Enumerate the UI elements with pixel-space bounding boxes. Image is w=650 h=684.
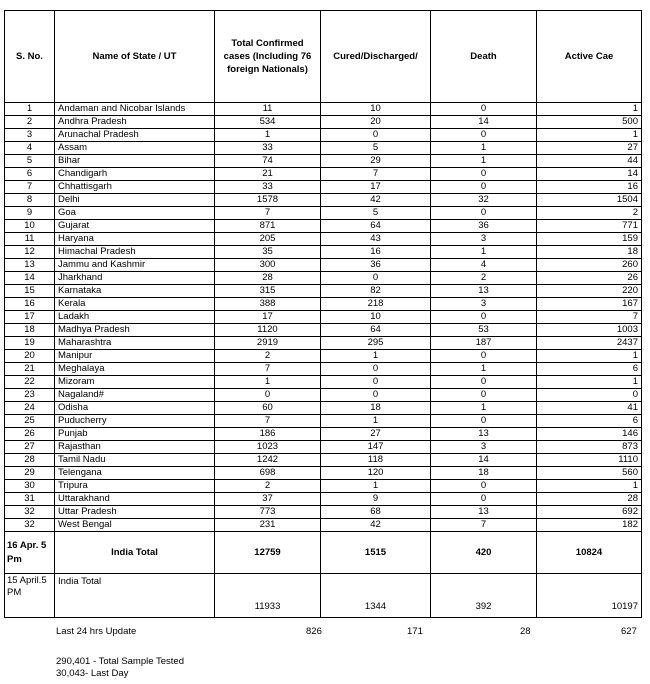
row-death: 3 — [431, 233, 537, 246]
row-state-name: Goa — [55, 207, 215, 220]
row-death: 1 — [431, 142, 537, 155]
table-row — [5, 441, 642, 454]
row-confirmed: 2 — [215, 480, 321, 493]
row-state-name: Assam — [55, 142, 215, 155]
row-death: 36 — [431, 220, 537, 233]
row-death: 0 — [431, 311, 537, 324]
previous-confirmed: 11933 — [215, 574, 321, 618]
previous-death: 392 — [431, 574, 537, 618]
row-sno: 11 — [5, 233, 55, 246]
row-active: 220 — [537, 285, 642, 298]
row-sno: 2 — [5, 116, 55, 129]
row-state-name: West Bengal — [55, 519, 215, 532]
row-sno: 18 — [5, 324, 55, 337]
table-row — [5, 415, 642, 428]
note-total-tested: 290,401 - Total Sample Tested — [56, 656, 184, 667]
row-sno: 23 — [5, 389, 55, 402]
row-active: 1 — [537, 480, 642, 493]
row-active: 2437 — [537, 337, 642, 350]
row-sno: 10 — [5, 220, 55, 233]
row-cured: 295 — [321, 337, 431, 350]
row-cured: 82 — [321, 285, 431, 298]
row-active: 692 — [537, 506, 642, 519]
header-row — [5, 11, 642, 103]
previous-cured: 1344 — [321, 574, 431, 618]
row-confirmed: 7 — [215, 363, 321, 376]
row-state-name: Mizoram — [55, 376, 215, 389]
row-active: 44 — [537, 155, 642, 168]
state-cases-table — [4, 10, 642, 618]
table-row — [5, 480, 642, 493]
row-confirmed: 74 — [215, 155, 321, 168]
row-confirmed: 21 — [215, 168, 321, 181]
row-state-name: Chhattisgarh — [55, 181, 215, 194]
row-cured: 16 — [321, 246, 431, 259]
row-confirmed: 28 — [215, 272, 321, 285]
row-cured: 68 — [321, 506, 431, 519]
row-sno: 22 — [5, 376, 55, 389]
total-active: 10824 — [537, 532, 642, 574]
row-cured: 147 — [321, 441, 431, 454]
row-active: 1 — [537, 103, 642, 116]
row-sno: 5 — [5, 155, 55, 168]
row-confirmed: 7 — [215, 207, 321, 220]
row-death: 0 — [431, 480, 537, 493]
row-death: 0 — [431, 350, 537, 363]
row-cured: 0 — [321, 376, 431, 389]
row-sno: 1 — [5, 103, 55, 116]
row-confirmed: 33 — [215, 181, 321, 194]
row-confirmed: 2 — [215, 350, 321, 363]
row-cured: 64 — [321, 324, 431, 337]
update-active: 627 — [621, 626, 637, 637]
total-cured: 1515 — [321, 532, 431, 574]
row-death: 3 — [431, 441, 537, 454]
row-death: 13 — [431, 285, 537, 298]
row-confirmed: 1242 — [215, 454, 321, 467]
table-row — [5, 337, 642, 350]
row-state-name: Andhra Pradesh — [55, 116, 215, 129]
total-death: 420 — [431, 532, 537, 574]
table-row — [5, 506, 642, 519]
row-sno: 12 — [5, 246, 55, 259]
previous-date: 15 April.5 PM — [5, 574, 55, 618]
row-active: 7 — [537, 311, 642, 324]
table-row — [5, 324, 642, 337]
row-active: 182 — [537, 519, 642, 532]
row-confirmed: 315 — [215, 285, 321, 298]
row-active: 0 — [537, 389, 642, 402]
total-date: 16 Apr. 5 Pm — [5, 532, 55, 574]
row-cured: 1 — [321, 415, 431, 428]
header-cured: Cured/Discharged/ — [321, 11, 431, 103]
row-sno: 32 — [5, 506, 55, 519]
row-active: 6 — [537, 363, 642, 376]
row-confirmed: 773 — [215, 506, 321, 519]
row-state-name: Himachal Pradesh — [55, 246, 215, 259]
row-active: 1110 — [537, 454, 642, 467]
row-cured: 0 — [321, 363, 431, 376]
table-row — [5, 181, 642, 194]
row-death: 0 — [431, 181, 537, 194]
table-row — [5, 103, 642, 116]
row-death: 0 — [431, 415, 537, 428]
total-label: India Total — [55, 532, 215, 574]
row-active: 2 — [537, 207, 642, 220]
table-row — [5, 129, 642, 142]
row-active: 146 — [537, 428, 642, 441]
row-cured: 0 — [321, 272, 431, 285]
row-death: 18 — [431, 467, 537, 480]
row-state-name: Tamil Nadu — [55, 454, 215, 467]
row-state-name: Ladakh — [55, 311, 215, 324]
header-confirmed: Total Confirmed cases (Including 76 foreign Nationals) — [215, 11, 321, 103]
table-row — [5, 389, 642, 402]
row-cured: 218 — [321, 298, 431, 311]
row-state-name: Nagaland# — [55, 389, 215, 402]
india-total-row — [5, 532, 642, 574]
row-active: 18 — [537, 246, 642, 259]
row-death: 14 — [431, 116, 537, 129]
row-active: 771 — [537, 220, 642, 233]
table-row — [5, 350, 642, 363]
row-death: 2 — [431, 272, 537, 285]
table-row — [5, 493, 642, 506]
row-death: 7 — [431, 519, 537, 532]
table-row — [5, 519, 642, 532]
table-row — [5, 194, 642, 207]
row-cured: 1 — [321, 480, 431, 493]
previous-total-row — [5, 574, 642, 618]
total-confirmed: 12759 — [215, 532, 321, 574]
row-state-name: Rajasthan — [55, 441, 215, 454]
previous-label: India Total — [55, 574, 215, 618]
row-state-name: Karnataka — [55, 285, 215, 298]
row-cured: 9 — [321, 493, 431, 506]
row-confirmed: 37 — [215, 493, 321, 506]
row-confirmed: 0 — [215, 389, 321, 402]
row-sno: 15 — [5, 285, 55, 298]
row-state-name: Maharashtra — [55, 337, 215, 350]
row-state-name: Kerala — [55, 298, 215, 311]
row-death: 13 — [431, 428, 537, 441]
row-active: 41 — [537, 402, 642, 415]
row-confirmed: 1120 — [215, 324, 321, 337]
row-active: 1 — [537, 376, 642, 389]
row-confirmed: 1 — [215, 129, 321, 142]
row-state-name: Bihar — [55, 155, 215, 168]
row-state-name: Punjab — [55, 428, 215, 441]
update-label: Last 24 hrs Update — [56, 626, 137, 637]
row-active: 167 — [537, 298, 642, 311]
row-active: 16 — [537, 181, 642, 194]
row-state-name: Manipur — [55, 350, 215, 363]
previous-active: 10197 — [537, 574, 642, 618]
table-row — [5, 454, 642, 467]
row-death: 1 — [431, 246, 537, 259]
table-body — [5, 103, 642, 532]
row-cured: 17 — [321, 181, 431, 194]
row-sno: 13 — [5, 259, 55, 272]
header-active: Active Cae — [537, 11, 642, 103]
row-active: 500 — [537, 116, 642, 129]
row-sno: 7 — [5, 181, 55, 194]
row-sno: 17 — [5, 311, 55, 324]
row-death: 13 — [431, 506, 537, 519]
table-row — [5, 207, 642, 220]
row-sno: 16 — [5, 298, 55, 311]
row-death: 1 — [431, 402, 537, 415]
row-active: 560 — [537, 467, 642, 480]
row-cured: 0 — [321, 129, 431, 142]
row-sno: 26 — [5, 428, 55, 441]
table-row — [5, 220, 642, 233]
row-death: 0 — [431, 129, 537, 142]
row-cured: 1 — [321, 350, 431, 363]
row-state-name: Meghalaya — [55, 363, 215, 376]
row-confirmed: 534 — [215, 116, 321, 129]
row-death: 32 — [431, 194, 537, 207]
row-sno: 25 — [5, 415, 55, 428]
row-active: 260 — [537, 259, 642, 272]
table-row — [5, 298, 642, 311]
header-death: Death — [431, 11, 537, 103]
row-death: 53 — [431, 324, 537, 337]
header-state-name: Name of State / UT — [55, 11, 215, 103]
row-sno: 3 — [5, 129, 55, 142]
row-confirmed: 1 — [215, 376, 321, 389]
row-sno: 6 — [5, 168, 55, 181]
row-cured: 10 — [321, 103, 431, 116]
row-death: 14 — [431, 454, 537, 467]
row-sno: 30 — [5, 480, 55, 493]
row-sno: 29 — [5, 467, 55, 480]
row-sno: 4 — [5, 142, 55, 155]
row-confirmed: 698 — [215, 467, 321, 480]
row-sno: 24 — [5, 402, 55, 415]
covid-state-table-sheet — [4, 10, 641, 618]
table-row — [5, 467, 642, 480]
row-state-name: Haryana — [55, 233, 215, 246]
row-sno: 14 — [5, 272, 55, 285]
row-state-name: Puducherry — [55, 415, 215, 428]
row-death: 4 — [431, 259, 537, 272]
row-death: 0 — [431, 389, 537, 402]
row-cured: 29 — [321, 155, 431, 168]
row-cured: 10 — [321, 311, 431, 324]
row-cured: 120 — [321, 467, 431, 480]
row-sno: 9 — [5, 207, 55, 220]
row-sno: 32 — [5, 519, 55, 532]
row-state-name: Odisha — [55, 402, 215, 415]
table-row — [5, 246, 642, 259]
table-row — [5, 285, 642, 298]
row-cured: 20 — [321, 116, 431, 129]
row-state-name: Jharkhand — [55, 272, 215, 285]
row-cured: 0 — [321, 389, 431, 402]
row-confirmed: 388 — [215, 298, 321, 311]
row-confirmed: 300 — [215, 259, 321, 272]
row-state-name: Andaman and Nicobar Islands — [55, 103, 215, 116]
row-cured: 43 — [321, 233, 431, 246]
row-death: 0 — [431, 493, 537, 506]
row-death: 0 — [431, 207, 537, 220]
row-sno: 8 — [5, 194, 55, 207]
table-row — [5, 168, 642, 181]
row-state-name: Chandigarh — [55, 168, 215, 181]
table-row — [5, 363, 642, 376]
row-state-name: Arunachal Pradesh — [55, 129, 215, 142]
row-death: 0 — [431, 103, 537, 116]
row-confirmed: 871 — [215, 220, 321, 233]
row-state-name: Uttarakhand — [55, 493, 215, 506]
row-active: 27 — [537, 142, 642, 155]
row-state-name: Uttar Pradesh — [55, 506, 215, 519]
row-death: 1 — [431, 363, 537, 376]
row-active: 26 — [537, 272, 642, 285]
row-confirmed: 7 — [215, 415, 321, 428]
row-death: 0 — [431, 168, 537, 181]
row-sno: 20 — [5, 350, 55, 363]
row-confirmed: 205 — [215, 233, 321, 246]
row-active: 6 — [537, 415, 642, 428]
update-cured: 171 — [407, 626, 423, 637]
row-active: 1003 — [537, 324, 642, 337]
row-state-name: Jammu and Kashmir — [55, 259, 215, 272]
row-cured: 42 — [321, 194, 431, 207]
table-row — [5, 311, 642, 324]
row-sno: 19 — [5, 337, 55, 350]
row-cured: 5 — [321, 142, 431, 155]
row-confirmed: 60 — [215, 402, 321, 415]
row-state-name: Delhi — [55, 194, 215, 207]
row-active: 14 — [537, 168, 642, 181]
table-row — [5, 142, 642, 155]
row-death: 187 — [431, 337, 537, 350]
row-state-name: Madhya Pradesh — [55, 324, 215, 337]
update-death: 28 — [520, 626, 531, 637]
row-state-name: Telengana — [55, 467, 215, 480]
row-confirmed: 2919 — [215, 337, 321, 350]
row-death: 1 — [431, 155, 537, 168]
table-row — [5, 116, 642, 129]
table-row — [5, 376, 642, 389]
row-cured: 36 — [321, 259, 431, 272]
row-active: 1 — [537, 129, 642, 142]
row-state-name: Tripura — [55, 480, 215, 493]
table-row — [5, 155, 642, 168]
row-confirmed: 186 — [215, 428, 321, 441]
row-cured: 64 — [321, 220, 431, 233]
row-confirmed: 1023 — [215, 441, 321, 454]
row-cured: 27 — [321, 428, 431, 441]
update-confirmed: 826 — [306, 626, 322, 637]
row-confirmed: 17 — [215, 311, 321, 324]
header-sno: S. No. — [5, 11, 55, 103]
row-state-name: Gujarat — [55, 220, 215, 233]
row-cured: 5 — [321, 207, 431, 220]
row-cured: 118 — [321, 454, 431, 467]
row-active: 159 — [537, 233, 642, 246]
row-sno: 27 — [5, 441, 55, 454]
row-confirmed: 1578 — [215, 194, 321, 207]
row-active: 1 — [537, 350, 642, 363]
row-sno: 28 — [5, 454, 55, 467]
row-sno: 31 — [5, 493, 55, 506]
row-cured: 7 — [321, 168, 431, 181]
row-active: 873 — [537, 441, 642, 454]
row-cured: 42 — [321, 519, 431, 532]
row-active: 1504 — [537, 194, 642, 207]
row-sno: 21 — [5, 363, 55, 376]
table-row — [5, 233, 642, 246]
table-row — [5, 402, 642, 415]
row-confirmed: 35 — [215, 246, 321, 259]
row-death: 3 — [431, 298, 537, 311]
row-confirmed: 33 — [215, 142, 321, 155]
row-confirmed: 231 — [215, 519, 321, 532]
row-cured: 18 — [321, 402, 431, 415]
row-active: 28 — [537, 493, 642, 506]
row-confirmed: 11 — [215, 103, 321, 116]
sample-notes — [56, 656, 184, 680]
table-row — [5, 272, 642, 285]
table-row — [5, 428, 642, 441]
row-death: 0 — [431, 376, 537, 389]
table-row — [5, 259, 642, 272]
note-last-day: 30,043- Last Day — [56, 668, 129, 679]
